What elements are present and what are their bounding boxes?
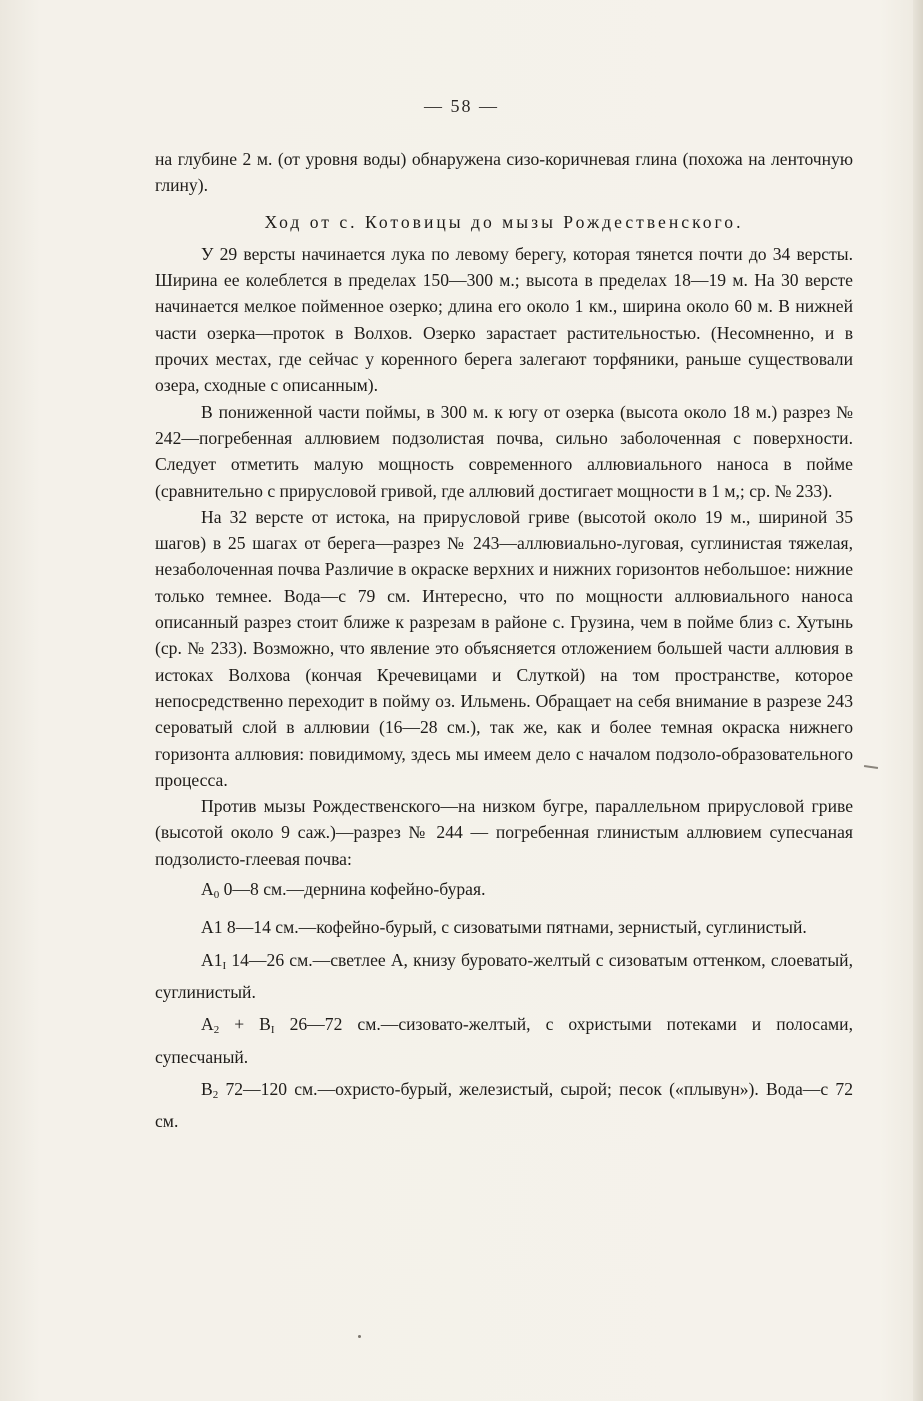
- paragraph-section-242: В пониженной части поймы, в 300 м. к югу от озерка (высота около 18 м.) разрез № 242—погребенная аллювием подзолистая почва, сильно заболоченная с поверхности. Следует отметить малую мощность современного аллювиального наноса в пойме (сравнительно с прирусловой гривой, где аллювий достигает мощности в 1 м,; ср. № 233).: [155, 401, 853, 501]
- horizon-description: 72—120 см.—охристо-бурый, железистый, сырой; песок («плывун»). Вода—с 72 см.: [155, 1078, 853, 1132]
- body-text: [155, 146, 853, 1134]
- horizon-description: 26—72 см.—сизовато-желтый, с охристыми потеками и полосами, супесчаный.: [155, 1014, 853, 1067]
- horizon-label: $B_2$: [201, 1078, 219, 1101]
- horizon-label: $A_2 + B_I$: [201, 1014, 275, 1037]
- horizon-description: 0—8 см.—дернина кофейно-бурая.: [219, 879, 486, 900]
- page-number: — 58 —: [424, 96, 499, 116]
- horizon-description: 14—26 см.—светлее А, книзу буровато-желтый с сизоватым оттенком, слоеватый, суглинистый.: [155, 949, 853, 1002]
- horizon-a1: [155, 914, 853, 940]
- horizon-label: A1: [201, 917, 223, 938]
- horizon-a1i: [155, 947, 853, 1006]
- horizon-a2-b1: [155, 1011, 853, 1070]
- section-heading: Ход от с. Котовицы до мызы Рождественского.: [264, 211, 744, 232]
- paragraph-continuation: на глубине 2 м. (от уровня воды) обнаружена сизо-коричневая глина (похожа на ленточную глину).: [155, 149, 853, 196]
- horizon-label: $A1_I$: [201, 949, 227, 972]
- horizon-description: 8—14 см.—кофейно-бурый, с сизоватыми пятнами, зернистый, суглинистый.: [222, 917, 807, 938]
- horizon-label: $A_0$: [201, 879, 220, 902]
- paragraph-section-244: Против мызы Рождественского—на низком бугре, параллельном прирусловой гриве (высотой около 9 саж.)—разрез № 244 — погребенная глинистым аллювием супесчаная подзолисто-глеевая почва:: [155, 796, 853, 869]
- horizon-b2: [155, 1076, 853, 1135]
- paragraph-luka: У 29 версты начинается лука по левому берегу, которая тянется почти до 34 версты. Ширина ее колеблется в пределах 150—300 м.; высота в пределах 18—19 м. На 30 версте начинается мелкое пойменное озерко; длина его около 1 км., ширина около 60 м. В нижней части озерка—проток в Волхов. Озерко зарастает растительностью. (Несомненно, и в прочих местах, где сейчас у коренного берега залегают торфяники, раньше существовали озера, сходные с описанным).: [155, 243, 853, 396]
- print-speck: [358, 1335, 361, 1338]
- binding-edge: [913, 0, 923, 1401]
- paragraph-section-243: На 32 версте от истока, на прирусловой гриве (высотой около 19 м., шириной 35 шагов) в 25 шагах от берега—разрез № 243—аллювиально-луговая, суглинистая тяжелая, незаболоченная почва Различие в окраске верхних и нижних горизонтов небольшое: нижние только темнее. Вода—с 79 см. Интересно, что по мощности аллювиального наноса описанный разрез стоит ближе к разрезам в районе с. Грузина, чем в пойме близ с. Хутынь (ср. № 233). Возможно, что явление это объясняется отложением большей части аллювия в истоках Волхова (кончая Кречевицами и Слуткой) на том пространстве, которое непосредственно переходит в пойму оз. Ильмень. Обращает на себя внимание в разрезе 243 сероватый слой в аллювии (16—28 см.), так же, как и более темная окраска нижнего горизонта аллювия: повидимому, здесь мы имеем дело с началом подзоло-образовательного процесса.: [155, 506, 853, 790]
- horizon-a0: [155, 876, 853, 908]
